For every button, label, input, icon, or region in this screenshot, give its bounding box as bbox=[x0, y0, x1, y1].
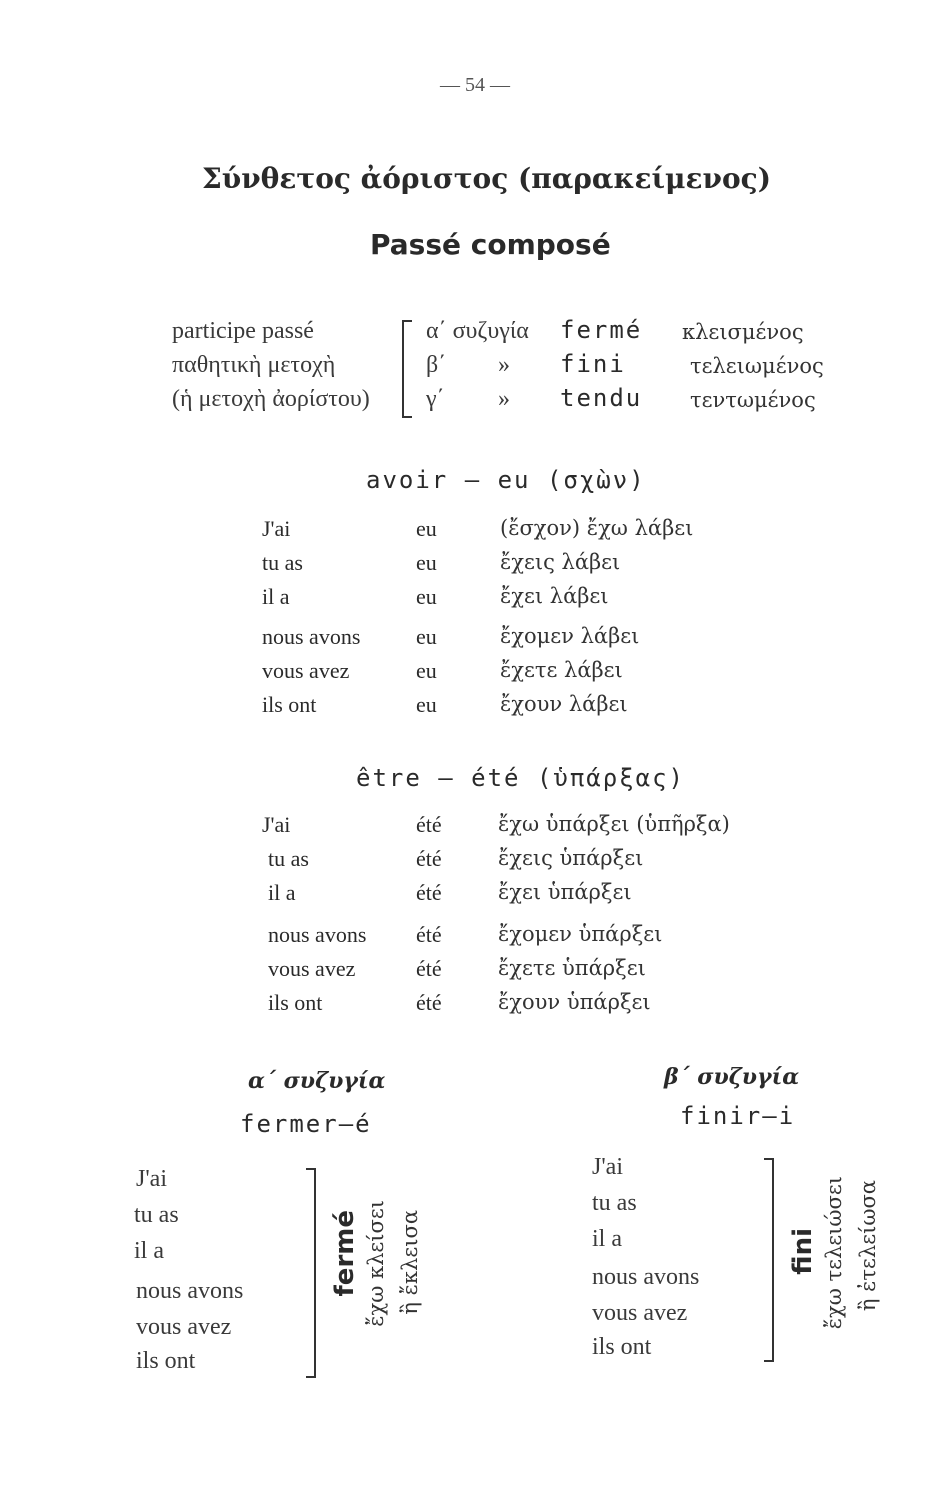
pronoun: vous avez bbox=[136, 1314, 232, 1340]
pronoun: J'ai bbox=[592, 1154, 623, 1180]
pronoun: ils ont bbox=[268, 990, 323, 1015]
pronoun: vous avez bbox=[262, 658, 350, 683]
pronoun: J'ai bbox=[136, 1166, 167, 1192]
pronoun: nous avons bbox=[268, 922, 367, 947]
greek-form: ἔχεις λάβει bbox=[500, 550, 621, 574]
participle: eu bbox=[416, 550, 437, 575]
brace bbox=[402, 320, 412, 418]
conj-b-title: β΄ συζυγία bbox=[664, 1064, 800, 1090]
pronoun: ils ont bbox=[262, 692, 317, 717]
greek-form: ἔχει λάβει bbox=[500, 584, 609, 608]
french-participle: fermé bbox=[560, 316, 643, 344]
greek-participle: κλεισμένος bbox=[682, 320, 804, 344]
participle: été bbox=[416, 812, 442, 837]
participle: été bbox=[416, 956, 442, 981]
participle-label: παθητικὴ μετοχὴ bbox=[172, 352, 336, 378]
avoir-heading: avoir – eu (σχὼν) bbox=[366, 466, 646, 494]
greek-form: ἔχετε ὑπάρξει bbox=[498, 956, 646, 980]
pronoun: vous avez bbox=[268, 956, 356, 981]
conj-a-verb: fermer–é bbox=[240, 1110, 372, 1138]
pronoun: nous avons bbox=[592, 1264, 700, 1290]
pronoun: il a bbox=[268, 880, 296, 905]
conj-a-greek: ἔχω κλείσει bbox=[364, 1200, 388, 1327]
conj-a-title: α΄ συζυγία bbox=[248, 1068, 386, 1094]
participle: été bbox=[416, 880, 442, 905]
brace bbox=[306, 1168, 316, 1378]
participle: eu bbox=[416, 658, 437, 683]
greek-participle: τελειωμένος bbox=[690, 354, 824, 378]
french-title: Passé composé bbox=[370, 228, 611, 261]
page-number: — 54 — bbox=[440, 74, 510, 96]
ditto-mark: » bbox=[498, 386, 510, 412]
ditto-mark: » bbox=[498, 352, 510, 378]
greek-form: ἔχω ὑπάρξει (ὑπῆρξα) bbox=[498, 812, 730, 836]
greek-participle: τεντωμένος bbox=[690, 388, 816, 412]
pronoun: tu as bbox=[268, 846, 309, 871]
etre-heading: être – été (ὑπάρξας) bbox=[356, 764, 685, 792]
group-label: α΄ συζυγία bbox=[426, 318, 529, 344]
conj-a-participle: fermé bbox=[330, 1210, 360, 1297]
conj-b-verb: finir–i bbox=[680, 1102, 796, 1130]
pronoun: J'ai bbox=[262, 812, 291, 837]
greek-form: (ἔσχον) ἔχω λάβει bbox=[500, 516, 694, 540]
french-participle: fini bbox=[560, 350, 626, 378]
greek-form: ἔχουν ὑπάρξει bbox=[498, 990, 651, 1014]
participle: été bbox=[416, 922, 442, 947]
group-label: γ΄ bbox=[426, 386, 445, 412]
greek-form: ἔχομεν λάβει bbox=[500, 624, 640, 648]
pronoun: nous avons bbox=[262, 624, 361, 649]
pronoun: il a bbox=[134, 1238, 164, 1264]
greek-title: Σύνθετος ἀόριστος (παρακείμενος) bbox=[202, 162, 771, 195]
participle: été bbox=[416, 846, 442, 871]
group-label: β΄ bbox=[426, 352, 447, 378]
greek-form: ἔχομεν ὑπάρξει bbox=[498, 922, 663, 946]
greek-form: ἔχει ὑπάρξει bbox=[498, 880, 632, 904]
participle: eu bbox=[416, 516, 437, 541]
greek-form: ἔχεις ὑπάρξει bbox=[498, 846, 644, 870]
greek-form: ἔχετε λάβει bbox=[500, 658, 623, 682]
participle-label: participe passé bbox=[172, 318, 314, 344]
participle: eu bbox=[416, 624, 437, 649]
participle-label: (ἡ μετοχὴ ἀορίστου) bbox=[172, 386, 370, 412]
participle: eu bbox=[416, 584, 437, 609]
participle: eu bbox=[416, 692, 437, 717]
pronoun: vous avez bbox=[592, 1300, 688, 1326]
greek-form: ἔχουν λάβει bbox=[500, 692, 628, 716]
pronoun: J'ai bbox=[262, 516, 291, 541]
conj-b-greek: ἔχω τελειώσει bbox=[822, 1176, 846, 1330]
pronoun: il a bbox=[592, 1226, 622, 1252]
participle: été bbox=[416, 990, 442, 1015]
pronoun: il a bbox=[262, 584, 290, 609]
pronoun: tu as bbox=[262, 550, 303, 575]
conj-b-greek: ἢ ἐτελείωσα bbox=[856, 1180, 880, 1312]
pronoun: ils ont bbox=[136, 1348, 196, 1374]
french-participle: tendu bbox=[560, 384, 643, 412]
pronoun: ils ont bbox=[592, 1334, 652, 1360]
brace bbox=[764, 1158, 774, 1362]
pronoun: tu as bbox=[592, 1190, 637, 1216]
conj-a-greek: ἢ ἔκλεισα bbox=[398, 1210, 422, 1315]
conj-b-participle: fini bbox=[788, 1228, 818, 1275]
pronoun: nous avons bbox=[136, 1278, 244, 1304]
pronoun: tu as bbox=[134, 1202, 179, 1228]
